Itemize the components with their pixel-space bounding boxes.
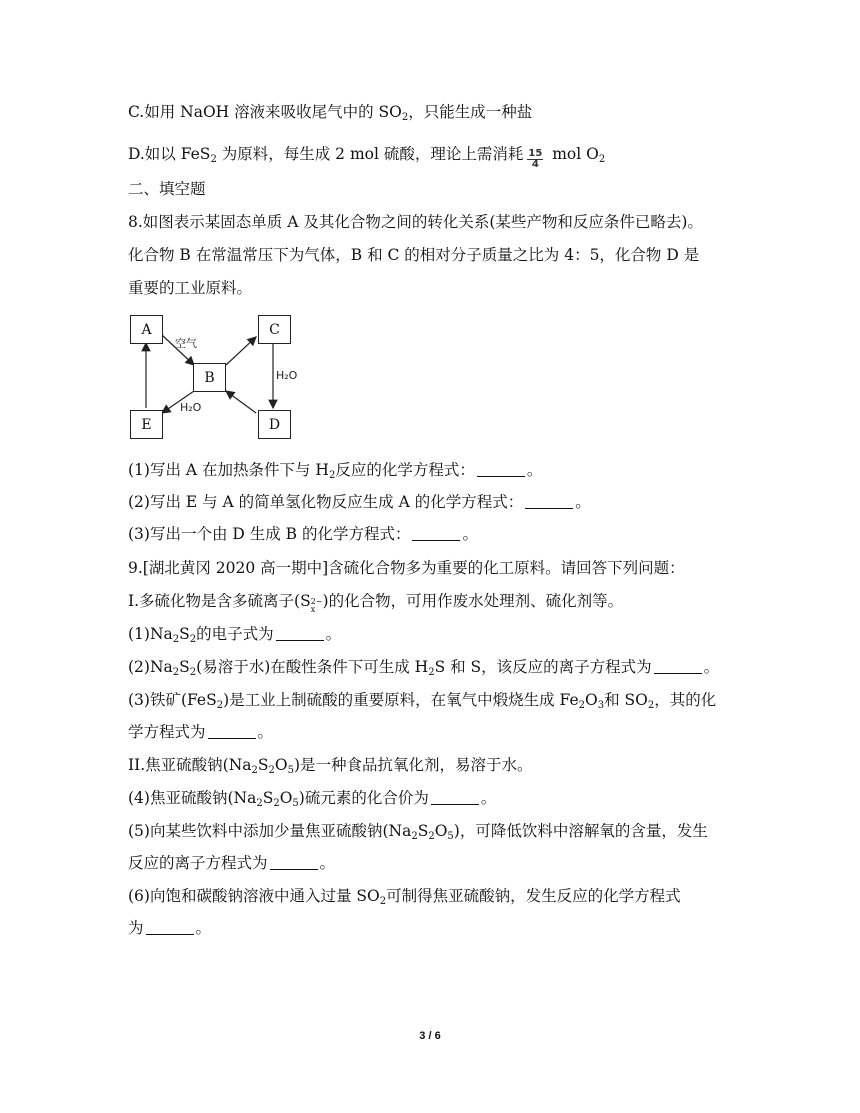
q9-part-2: $(2)Na_2S_2$(易溶于水)在酸性条件下可生成 $H_2S$ 和 S，该反应的离子方程式为 。 — [128, 658, 720, 678]
answer-blank[interactable] — [270, 855, 318, 870]
label-h2o-right: H₂O — [276, 369, 298, 382]
box-c: C — [258, 315, 291, 344]
q9-part-5: (5)向某些饮料中添加少量焦亚硫酸钠$(Na_2S_2O_5)$，可降低饮料中溶解氧的含量，发生 — [128, 822, 708, 842]
label-h2o-bottom: H₂O — [180, 401, 202, 414]
q9-part-6-line-2: 为 。 — [128, 919, 212, 937]
q9-part-6: (6)向饱和碳酸钠溶液中通入过量 $SO_2$可制得焦亚硫酸钠，发生反应的化学方程式 — [128, 887, 681, 907]
q8-part-3: (3)写出一个由 D 生成 B 的化学方程式： 。 — [128, 525, 478, 543]
option-d: D.如以 FeS$_2$ 为原料，每生成 2 mol 硫酸，理论上需消耗 $\frac{15}{4}$ mol $O_2$ — [128, 145, 606, 170]
fraction: $\frac{15}{4}$ — [528, 148, 543, 170]
q9-part-5-line-2: 反应的离子方程式为 。 — [128, 854, 336, 872]
q9-section-ii: II.焦亚硫酸钠$(Na_2S_2O_5)$是一种食品抗氧化剂，易溶于水。 — [128, 756, 533, 776]
box-e: E — [130, 410, 163, 439]
answer-blank[interactable] — [431, 790, 479, 805]
q9-part-4: (4)焦亚硫酸钠$(Na_2S_2O_5)$硫元素的化合价为 。 — [128, 789, 497, 809]
q9-part-1: $(1)Na_2S_2$的电子式为 。 — [128, 625, 342, 645]
box-d: D — [258, 410, 291, 439]
answer-blank[interactable] — [525, 494, 573, 509]
answer-blank[interactable] — [208, 724, 256, 739]
answer-blank[interactable] — [412, 526, 460, 541]
q8-line-1: 8.如图表示某固态单质 A 及其化合物之间的转化关系(某些产物和反应条件已略去)。 — [128, 213, 703, 231]
section-title: 二、填空题 — [128, 180, 206, 198]
q8-part-1: (1)写出 A 在加热条件下与 $H_2$反应的化学方程式： 。 — [128, 461, 543, 481]
q8-part-2: (2)写出 E 与 A 的简单氢化物反应生成 A 的化学方程式： 。 — [128, 493, 591, 511]
page-number: 3 / 6 — [419, 1030, 441, 1042]
arrow-d-to-b — [226, 391, 256, 413]
conversion-diagram — [128, 311, 296, 441]
answer-blank[interactable] — [146, 920, 194, 935]
box-a: A — [130, 315, 163, 344]
answer-blank[interactable] — [477, 462, 525, 477]
option-c: C.如用 NaOH 溶液来吸收尾气中的 $SO_2$，只能生成一种盐 — [128, 103, 533, 123]
q8-line-3: 重要的工业原料。 — [128, 279, 253, 297]
q8-line-2: 化合物 B 在常温常压下为气体，B 和 C 的相对分子质量之比为 4：5，化合物 D 是 — [128, 246, 700, 264]
answer-blank[interactable] — [276, 626, 324, 641]
label-air: 空气 — [175, 337, 197, 350]
q9-part-3-line-2: 学方程式为 。 — [128, 723, 274, 741]
q9-title: 9.[湖北黄冈 2020 高一期中]含硫化合物多为重要的化工原料。请回答下列问题： — [128, 559, 685, 577]
answer-blank[interactable] — [654, 659, 702, 674]
q9-section-i: I.多硫化物是含多硫离子(S 2− x )的化合物，可用作废水处理剂、硫化剂等。 — [128, 592, 624, 614]
arrow-b-to-c — [226, 337, 256, 365]
box-b: B — [193, 363, 226, 392]
q9-part-3: (3)铁矿(FeS$_2$)是工业上制硫酸的重要原料，在氧气中煅烧生成 $Fe_2O_3$和 $SO_2$，其的化 — [128, 691, 717, 711]
